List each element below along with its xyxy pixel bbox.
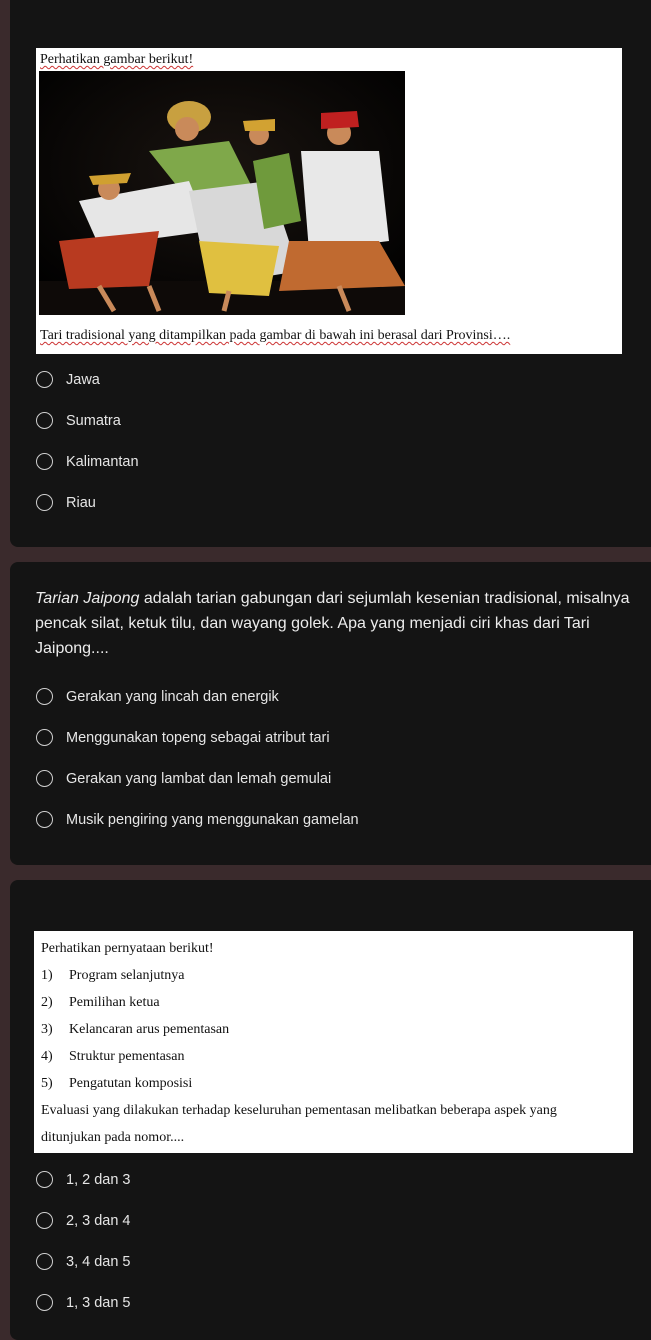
option[interactable] [36,441,139,482]
option-label: 2, 3 dan 4 [66,1212,131,1229]
statement [41,1049,184,1065]
option[interactable] [36,1241,131,1282]
dancers-photo [39,71,405,315]
option-label: Sumatra [66,412,121,429]
statement [41,968,184,984]
options-list [36,359,139,523]
question-image-1 [36,48,622,354]
image-header: Perhatikan gambar berikut! [40,52,194,67]
option[interactable] [36,676,359,717]
question-card-2 [10,562,651,865]
option[interactable] [36,482,139,523]
radio-button[interactable] [36,688,53,705]
option-label: Riau [66,494,96,511]
statement-number: 4) [41,1049,53,1064]
option[interactable] [36,758,359,799]
question-body: adalah tarian gabungan dari sejumlah kesenian tradisional, misalnya pencak silat, ketuk tilu, dan wayang golek. Apa yang menjadi ciri khas dari Tari Jaipong.... [35,590,630,657]
option[interactable] [36,400,139,441]
statement-text: Pemilihan ketua [69,995,160,1010]
question-card-1 [10,0,651,547]
option-label: Musik pengiring yang menggunakan gamelan [66,811,359,828]
question-text: Tari tradisional yang ditampilkan pada gambar di bawah ini berasal dari Provinsi…. [40,328,511,343]
statement-number: 2) [41,995,53,1010]
option-label: Menggunakan topeng sebagai atribut tari [66,729,330,746]
option[interactable] [36,359,139,400]
radio-button[interactable] [36,371,53,388]
option[interactable] [36,1159,131,1200]
statement [41,1076,192,1092]
option-label: Jawa [66,371,100,388]
option[interactable] [36,799,359,840]
question-line: ditunjukan pada nomor.... [41,1130,185,1145]
option-label: 1, 2 dan 3 [66,1171,131,1188]
radio-button[interactable] [36,1294,53,1311]
radio-button[interactable] [36,1253,53,1270]
statement-number: 5) [41,1076,53,1091]
question-emphasis: Tarian Jaipong [35,590,140,607]
statement [41,1022,229,1038]
statement-number: 3) [41,1022,53,1037]
statement-number: 1) [41,968,53,983]
statement [41,995,160,1011]
image-header: Perhatikan pernyataan berikut! [41,941,214,956]
radio-button[interactable] [36,412,53,429]
statement-text: Struktur pementasan [69,1049,185,1064]
radio-button[interactable] [36,1212,53,1229]
option[interactable] [36,1282,131,1323]
radio-button[interactable] [36,494,53,511]
radio-button[interactable] [36,453,53,470]
option[interactable] [36,717,359,758]
options-list [36,676,359,840]
radio-button[interactable] [36,729,53,746]
statement-text: Kelancaran arus pementasan [69,1022,230,1037]
question-card-3 [10,880,651,1340]
statement-text: Program selanjutnya [69,968,185,983]
option-label: 1, 3 dan 5 [66,1294,131,1311]
option-label: 3, 4 dan 5 [66,1253,131,1270]
radio-button[interactable] [36,770,53,787]
question-image-3 [34,931,633,1153]
question-line: Evaluasi yang dilakukan terhadap keseluruhan pementasan melibatkan beberapa aspek yang [41,1103,557,1118]
options-list [36,1159,131,1323]
option-label: Gerakan yang lincah dan energik [66,688,279,705]
option-label: Kalimantan [66,453,139,470]
radio-button[interactable] [36,1171,53,1188]
option[interactable] [36,1200,131,1241]
question-text [35,586,635,661]
option-label: Gerakan yang lambat dan lemah gemulai [66,770,332,787]
radio-button[interactable] [36,811,53,828]
statement-text: Pengatutan komposisi [69,1076,193,1091]
